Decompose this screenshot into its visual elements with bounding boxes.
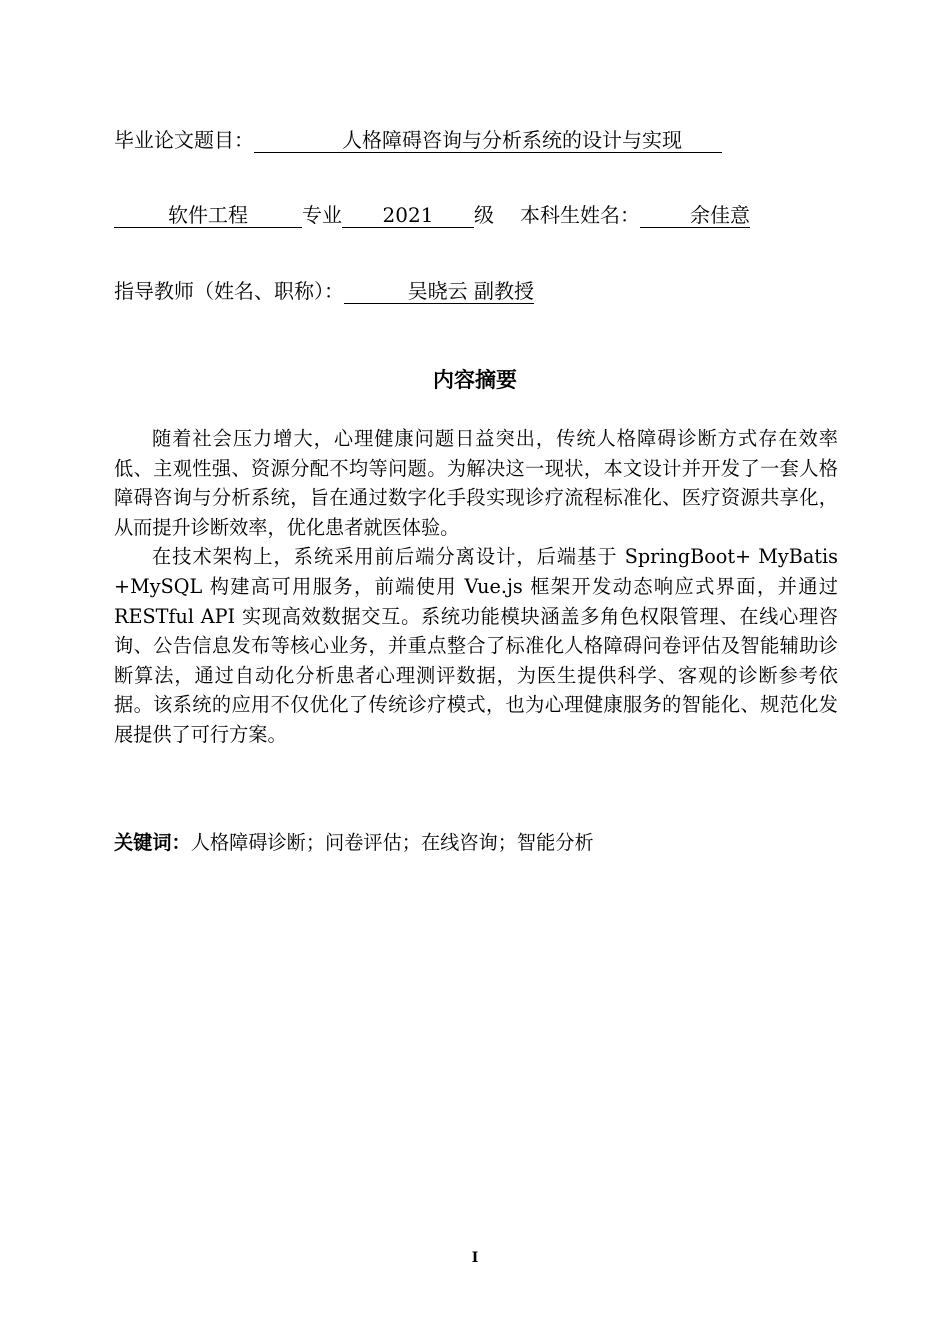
keywords-label: 关键词： [114, 831, 191, 854]
advisor-value: 吴晓云 副教授 [344, 279, 534, 304]
abstract-body [114, 424, 838, 750]
year-label: 级 [474, 203, 494, 227]
thesis-title-line [114, 126, 722, 154]
thesis-title-value: 人格障碍咨询与分析系统的设计与实现 [254, 128, 722, 153]
keywords-line [114, 829, 594, 857]
abstract-paragraph-1: 随着社会压力增大，心理健康问题日益突出，传统人格障碍诊断方式存在效率低、主观性强、资源分配不均等问题。为解决这一现状，本文设计并开发了一套人格障碍咨询与分析系统，旨在通过数字化手段实现诊疗流程标准化、医疗资源共享化，从而提升诊断效率，优化患者就医体验。 [114, 427, 838, 539]
student-name-value: 余佳意 [640, 203, 750, 228]
abstract-paragraph-2: 在技术架构上，系统采用前后端分离设计，后端基于 SpringBoot+ MyBatis +MySQL 构建高可用服务，前端使用 Vue.js 框架开发动态响应式界面，并通过 RESTful API 实现高效数据交互。系统功能模块涵盖多角色权限管理、在线心理咨询、公告信息发布等核心业务，并重点整合了标准化人格障碍问卷评估及智能辅助诊断算法，通过自动化分析患者心理测评数据，为医生提供科学、客观的诊断参考依据。该系统的应用不仅优化了传统诊疗模式，也为心理健康服务的智能化、规范化发展提供了可行方案。 [114, 545, 838, 746]
advisor-line [114, 277, 534, 305]
major-label: 专业 [302, 203, 342, 227]
advisor-label: 指导教师（姓名、职称）： [114, 279, 344, 303]
keywords-value: 人格障碍诊断；问卷评估；在线咨询；智能分析 [190, 831, 594, 854]
major-value: 软件工程 [114, 203, 302, 228]
abstract-heading: 内容摘要 [433, 368, 517, 392]
student-info-line [114, 201, 750, 229]
student-name-label: 本科生姓名： [520, 203, 640, 227]
year-value: 2021 [342, 203, 474, 228]
thesis-title-label: 毕业论文题目： [114, 128, 254, 152]
page-number: I [471, 1250, 479, 1266]
